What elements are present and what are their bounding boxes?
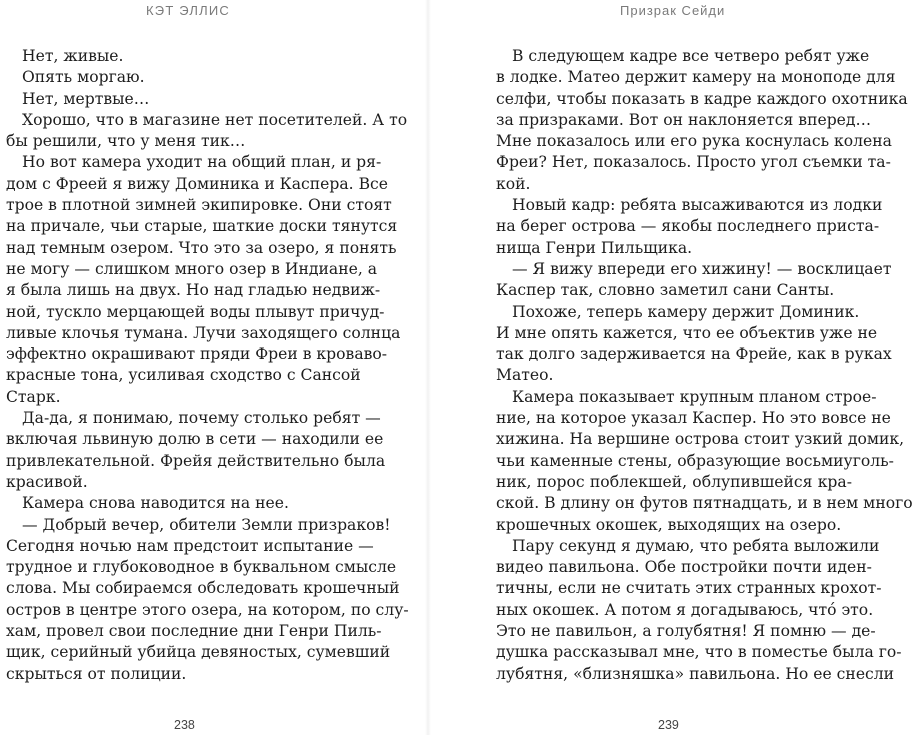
text-line: Сегодня ночью нам предстоит испытание —: [6, 536, 374, 555]
text-line: включая львиную долю в сети — находили ее: [6, 430, 384, 449]
text-line: дом с Фреей я вижу Доминика и Каспера. Все: [6, 174, 389, 193]
text-line: Да-да, я понимаю, почему столько ребят —: [22, 409, 381, 428]
text-line: ливые клочья тумана. Лучи заходящего солнца: [6, 323, 401, 342]
text-line: душка рассказывал мне, что в поместье была го-: [496, 643, 902, 662]
text-line: трудное и глубоководное в буквальном смысле: [6, 558, 397, 577]
running-head-title: Призрак Сейди: [620, 3, 726, 18]
text-line: Нет, мертвые…: [22, 89, 150, 108]
right-page-text: [496, 46, 913, 685]
text-line: Нет, живые.: [22, 47, 124, 65]
text-line: на берег острова — якобы последнего приста-: [496, 217, 880, 236]
text-line: щик, серийный убийца девяностых, сумевший: [6, 643, 391, 662]
text-line: Камера показывает крупным планом строе-: [512, 387, 877, 406]
text-line: Пару секунд я думаю, что ребята выложили: [512, 536, 880, 555]
text-line: хижина. На вершине острова стоит узкий домик,: [496, 430, 905, 449]
text-line: видео павильона. Обе постройки почти иден-: [496, 558, 872, 577]
text-line: слова. Мы собираемся обследовать крошечный: [6, 579, 400, 598]
text-line: в лодке. Матео держит камеру на моноподе для: [496, 68, 896, 87]
text-line: кой.: [496, 174, 531, 193]
text-line: так долго задерживается на Фрейе, как в руках: [496, 345, 892, 364]
text-line: ской. В длину он футов пятнадцать, и в нем много: [496, 494, 913, 513]
text-line: чьи каменные стены, образующие восьмиуголь-: [496, 451, 894, 470]
text-line: ник, порос поблекшей, облупившейся кра-: [496, 472, 852, 491]
text-line: И мне опять кажется, что ее объектив уже не: [496, 323, 878, 342]
text-line: Каспер так, словно заметил сани Санты.: [496, 281, 835, 300]
text-line: я была лишь на двух. Но над гладью недвиж-: [6, 281, 381, 300]
text-line: Опять моргаю.: [22, 68, 145, 87]
text-line: — Добрый вечер, обители Земли призраков!: [22, 515, 391, 534]
text-line: эффектно окрашивают пряди Фреи в кроваво-: [6, 345, 388, 364]
text-line: Матео.: [496, 366, 554, 385]
text-line: ных окошек. А потом я догадываюсь, что́ это.: [496, 600, 874, 619]
text-line: Новый кадр: ребята высаживаются из лодки: [512, 196, 883, 215]
text-line: красивой.: [6, 472, 88, 491]
text-line: В следующем кадре все четверо ребят уже: [512, 47, 870, 65]
page-number-left: 238: [174, 718, 195, 732]
text-line: Это не павильон, а голубятня! Я помню — де-: [496, 622, 876, 641]
text-line: селфи, чтобы показать в кадре каждого охотника: [496, 89, 908, 108]
text-line: лубятня, «близняшка» павильона. Но ее снесли: [496, 664, 895, 683]
text-line: Старк.: [6, 387, 61, 406]
text-line: красные тона, усиливая сходство с Сансой: [6, 366, 361, 385]
text-line: Хорошо, что в магазине нет посетителей. А то: [22, 110, 408, 129]
text-line: скрыться от полиции.: [6, 664, 187, 683]
text-line: ной, тускло мерцающей воды плывут причуд-: [6, 302, 385, 321]
text-line: нища Генри Пильщика.: [496, 238, 693, 257]
text-line: не могу — слишком много озер в Индиане, а: [6, 259, 378, 278]
text-line: — Я вижу впереди его хижину! — восклицает: [512, 259, 892, 278]
text-line: на причале, чьи старые, шаткие доски тянутся: [6, 217, 398, 236]
text-line: Камера снова наводится на нее.: [22, 494, 289, 513]
left-page: [0, 0, 428, 735]
page-number-right: 239: [658, 718, 679, 732]
right-page: [428, 0, 913, 735]
text-line: за призраками. Вот он наклоняется вперед…: [496, 110, 872, 129]
running-head-author: КЭТ ЭЛЛИС: [146, 3, 230, 18]
text-line: тичны, если не считать этих странных крохот-: [496, 579, 882, 598]
text-line: трое в плотной зимней экипировке. Они стоят: [6, 196, 392, 215]
text-line: Фреи? Нет, показалось. Просто угол съемки та-: [496, 153, 891, 172]
text-line: привлекательной. Фрейя действительно была: [6, 451, 386, 470]
text-line: Похоже, теперь камеру держит Доминик.: [512, 302, 860, 321]
text-line: Но вот камера уходит на общий план, и ря-: [22, 153, 382, 172]
text-line: над темным озером. Что это за озеро, я понять: [6, 238, 397, 257]
left-page-text: [6, 46, 409, 685]
text-line: ние, на которое указал Каспер. Но это вовсе не: [496, 409, 891, 428]
text-line: бы решили, что у меня тик…: [6, 132, 246, 151]
text-line: хам, провел свои последние дни Генри Пиль-: [6, 622, 382, 641]
text-line: Мне показалось или его рука коснулась колена: [496, 132, 892, 151]
text-line: остров в центре этого озера, на котором, по слу-: [6, 600, 409, 619]
text-line: крошечных окошек, выходящих на озеро.: [496, 515, 842, 534]
